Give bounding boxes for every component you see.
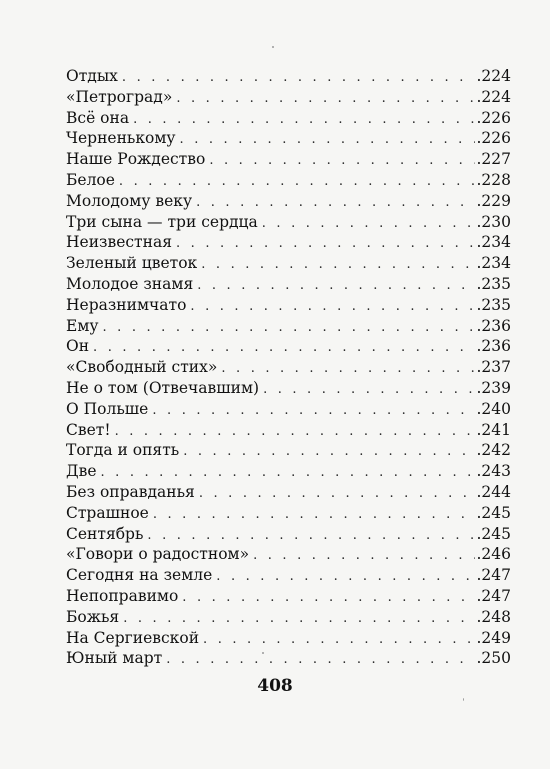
toc-leader-dots [209,151,475,172]
toc-entry-title: Наше Рождество [66,150,206,169]
toc-entry-page: .243 [476,462,511,481]
toc-entry-page: .240 [476,399,511,418]
toc-entry-title: Тогда и опять [66,441,180,460]
toc-entry [66,357,511,378]
toc-entry [66,524,511,545]
toc-entry-page: .236 [476,316,511,335]
toc-entry-page: .235 [476,295,511,314]
toc-entry-page: .234 [476,254,511,273]
toc-entry-page: .226 [476,108,511,127]
toc-entry [66,586,511,607]
toc-entry-page: .228 [476,170,511,189]
table-of-contents [66,66,511,669]
toc-entry-page: .246 [476,545,511,564]
toc-entry-title: Черненькому [66,129,176,148]
toc-entry [66,295,511,316]
toc-entry-title: Страшное [66,503,149,522]
toc-entry-title: О Польше [66,399,149,418]
toc-entry-title: Всё она [66,108,130,127]
toc-entry [66,108,511,129]
toc-entry [66,648,511,669]
toc-entry-title: Ему [66,316,99,335]
toc-entry-page: .236 [476,337,511,356]
toc-entry [66,316,511,337]
toc-leader-dots [203,630,475,651]
toc-entry-page: .242 [476,441,511,460]
toc-leader-dots [93,338,475,359]
toc-entry-page: .229 [476,191,511,210]
toc-leader-dots [263,380,475,401]
toc-entry-page: .230 [476,212,511,231]
toc-entry-page: .226 [476,129,511,148]
toc-entry-title: Юный март [66,649,163,668]
toc-leader-dots [115,422,476,443]
toc-leader-dots [183,442,475,463]
toc-entry-page: .227 [476,150,511,169]
toc-leader-dots [133,110,475,131]
toc-entry [66,482,511,503]
toc-leader-dots [101,463,476,484]
toc-entry [66,440,511,461]
toc-entry-title: Сентябрь [66,524,144,543]
toc-leader-dots [122,68,476,89]
toc-entry [66,128,511,149]
toc-entry-title: Молодому веку [66,191,193,210]
toc-leader-dots [199,484,476,505]
toc-leader-dots [176,89,475,110]
toc-entry [66,607,511,628]
toc-entry [66,336,511,357]
toc-leader-dots [153,505,476,526]
paper-speck [272,46,274,48]
toc-entry-title: Без оправданья [66,482,195,501]
toc-entry-title: «Петроград» [66,87,173,106]
toc-entry-page: .244 [476,482,511,501]
toc-entry [66,149,511,170]
toc-entry-page: .234 [476,233,511,252]
toc-entry [66,503,511,524]
toc-leader-dots [216,567,475,588]
toc-entry-page: .237 [476,358,511,377]
toc-entry-page: .248 [476,607,511,626]
toc-entry-title: На Сергиевской [66,628,200,647]
toc-entry [66,399,511,420]
toc-leader-dots [103,318,476,339]
toc-entry-title: Божья [66,607,120,626]
toc-entry [66,378,511,399]
toc-entry [66,420,511,441]
toc-entry-title: Молодое знамя [66,274,194,293]
paper-speck [463,698,464,701]
toc-entry-title: Свет! [66,420,111,439]
toc-entry-title: Не о том (Отвечавшим) [66,378,260,397]
toc-entry-page: .224 [476,87,511,106]
toc-entry-title: Зеленый цветок [66,254,198,273]
toc-leader-dots [180,130,476,151]
toc-leader-dots [182,588,475,609]
toc-entry-title: Он [66,337,90,356]
toc-entry [66,191,511,212]
toc-leader-dots [253,546,475,567]
toc-entry-page: .247 [476,566,511,585]
toc-entry [66,565,511,586]
toc-entry-title: Неразнимчато [66,295,187,314]
toc-entry-title: «Свободный стих» [66,358,218,377]
toc-leader-dots [221,359,475,380]
toc-entry-page: .245 [476,524,511,543]
toc-entry-title: Отдых [66,67,118,85]
toc-entry-page: .235 [476,274,511,293]
toc-entry-title: Неизвестная [66,233,172,252]
toc-leader-dots [190,297,475,318]
toc-entry [66,232,511,253]
toc-entry-page: .249 [476,628,511,647]
toc-entry [66,212,511,233]
toc-leader-dots [152,401,475,422]
toc-leader-dots [197,276,475,297]
toc-leader-dots [262,214,476,235]
toc-entry [66,87,511,108]
toc-entry-page: .245 [476,503,511,522]
toc-entry-title: Сегодня на земле [66,566,213,585]
toc-entry-page: .247 [476,586,511,605]
toc-entry-page: .241 [476,420,511,439]
toc-entry-page: .224 [476,67,511,85]
toc-entry-title: Три сына — три сердца [66,212,258,231]
page-number: 408 [257,676,293,696]
toc-leader-dots [147,526,475,547]
toc-entry [66,544,511,565]
toc-leader-dots [176,234,476,255]
toc-leader-dots [166,650,475,671]
toc-entry [66,66,511,87]
toc-leader-dots [123,609,475,630]
toc-entry [66,253,511,274]
toc-entry [66,628,511,649]
toc-entry-title: Белое [66,170,115,189]
toc-entry-page: .250 [476,649,511,668]
toc-leader-dots [201,255,475,276]
toc-leader-dots [119,172,476,193]
toc-entry [66,170,511,191]
toc-leader-dots [196,193,475,214]
toc-entry-title: Две [66,462,97,481]
toc-entry-page: .239 [476,378,511,397]
toc-entry [66,274,511,295]
toc-entry [66,461,511,482]
toc-entry-title: «Говори о радостном» [66,545,250,564]
toc-entry-title: Непоправимо [66,586,179,605]
